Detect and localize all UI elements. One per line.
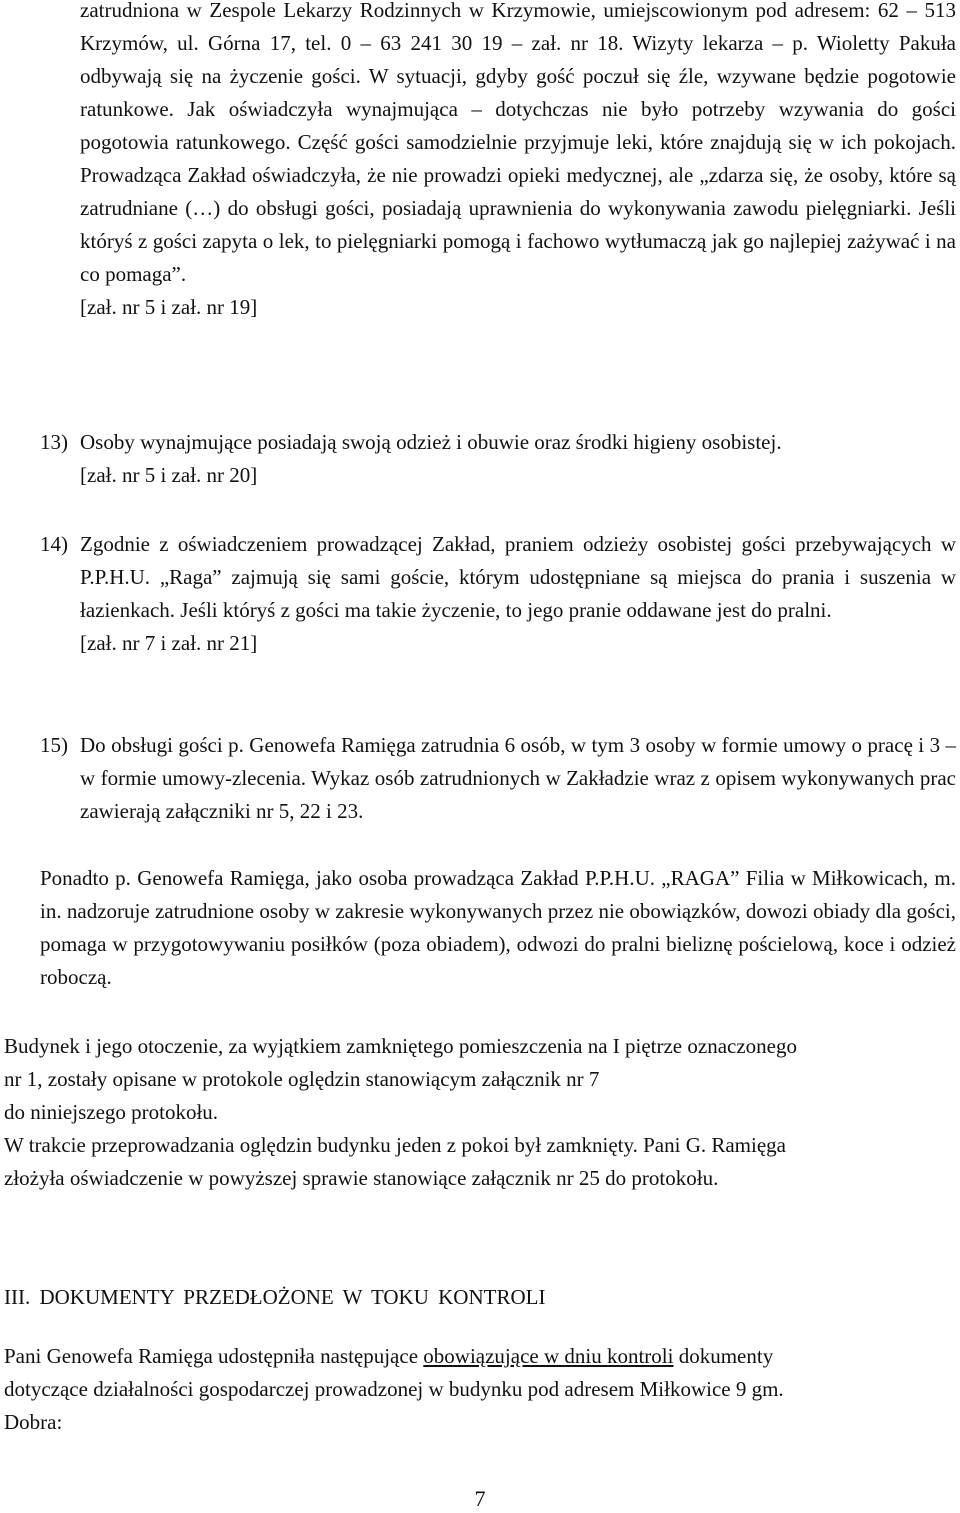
list-item-13	[40, 426, 956, 492]
list-item-15	[40, 729, 956, 828]
continuation-text: zatrudniona w Zespole Lekarzy Rodzinnych w Krzymowie, umiejscowionym pod adresem: 62 – 513 Krzymów, ul. Górna 17, tel. 0 – 63 241 30 19 – zał. nr 18. Wizyty lekarza – p. Wioletty Pakuła odbywają się na życzenie gości. W sytuacji, gdyby gość poczuł się źle, wzywane będzie pogotowie ratunkowe. Jak oświadczyła wynajmująca – dotychczas nie było potrzeby wzywania do gości pogotowia ratunkowego. Część gości samodzielnie przyjmuje leki, które znajdują się w ich pokojach. Prowadząca Zakład oświadczyła, że nie prowadzi opieki medycznej, ale „zdarza się, że osoby, które są zatrudniane (…) do obsługi gości, posiadają uprawnienia do wykonywania zawodu pielęgniarki. Jeśli któryś z gości zapyta o lek, to pielęgniarki pomogą i fachowo wytłumaczą jak go najlepiej zażywać i na co pomaga”.	[80, 0, 956, 286]
building-paragraph	[4, 1030, 956, 1195]
list-item-attachment-ref: [zał. nr 5 i zał. nr 20]	[80, 463, 258, 487]
list-item-text: Zgodnie z oświadczeniem prowadzącej Zakład, praniem odzieży osobistej gości przebywających w P.P.H.U. „Raga” zajmują się sami goście, którym udostępniane są miejsca do prania i suszenia w łazienkach. Jeśli któryś z gości ma takie życzenie, to jego pranie oddawane jest do pralni.	[80, 532, 956, 622]
list-item-number: 14)	[40, 532, 68, 556]
building-line-5: złożyła oświadczenie w powyższej sprawie stanowiące załącznik nr 25 do protokołu.	[4, 1166, 719, 1190]
intro-text-before: Pani Genowefa Ramięga udostępniła następujące	[4, 1344, 424, 1368]
section-intro	[4, 1340, 956, 1439]
building-line-3: do niniejszego protokołu.	[4, 1100, 219, 1124]
continuation-attachment-ref: [zał. nr 5 i zał. nr 19]	[80, 295, 258, 319]
ponadto-text: Ponadto p. Genowefa Ramięga, jako osoba prowadząca Zakład P.P.H.U. „RAGA” Filia w Miłkowicach, m. in. nadzoruje zatrudnione osoby w zakresie wykonywanych przez nie obowiązków, dowozi obiady dla gości, pomaga w przygotowywaniu posiłków (poza obiadem), odwozi do pralni bieliznę pościelową, koce i odzież roboczą.	[40, 866, 956, 989]
list-item-number: 13)	[40, 430, 68, 454]
building-line-2: nr 1, zostały opisane w protokole oględzin stanowiącym załącznik nr 7	[4, 1067, 600, 1091]
list-item-attachment-ref: [zał. nr 7 i zał. nr 21]	[80, 631, 258, 655]
section-heading	[4, 1281, 956, 1314]
page-number: 7	[474, 1486, 486, 1511]
section-intro-line-1	[4, 1340, 956, 1373]
list-item-text: Do obsługi gości p. Genowefa Ramięga zatrudnia 6 osób, w tym 3 osoby w formie umowy o pracę i 3 – w formie umowy-zlecenia. Wykaz osób zatrudnionych w Zakładzie wraz z opisem wykonywanych prac zawierają załączniki nr 5, 22 i 23.	[80, 733, 956, 823]
list-item-14	[40, 528, 956, 660]
intro-text-after: dokumenty	[673, 1344, 774, 1368]
building-line-1: Budynek i jego otoczenie, za wyjątkiem zamkniętego pomieszczenia na I piętrze oznaczonego	[4, 1034, 797, 1058]
ponadto-paragraph	[40, 862, 956, 994]
list-item-text: Osoby wynajmujące posiadają swoją odzież i obuwie oraz środki higieny osobistej.	[80, 430, 782, 454]
building-line-4: W trakcie przeprowadzania oględzin budynku jeden z pokoi był zamknięty. Pani G. Ramięga	[4, 1133, 786, 1157]
section-heading-text: III. DOKUMENTY PRZEDŁOŻONE W TOKU KONTROLI	[4, 1285, 546, 1309]
list-item-number: 15)	[40, 733, 68, 757]
intro-underlined-text: obowiązujące w dniu kontroli	[423, 1344, 674, 1368]
section-intro-line-2: dotyczące działalności gospodarczej prowadzonej w budynku pod adresem Miłkowice 9 gm.	[4, 1377, 784, 1401]
continuation-paragraph	[80, 0, 956, 324]
section-intro-line-3: Dobra:	[4, 1410, 63, 1434]
